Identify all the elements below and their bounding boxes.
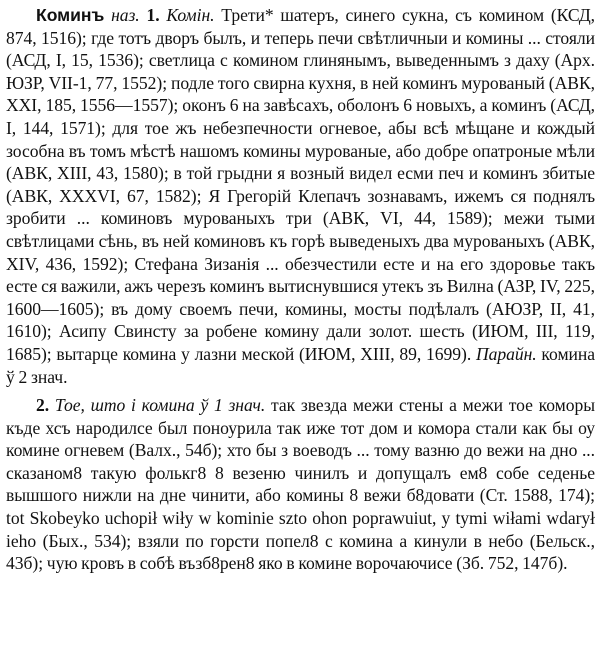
- sense-1-paragraph: [6, 4, 595, 388]
- sense-2-citations: так звезда межи стены а межи тое коморы къде хсъ народилсе был поноурила так иже тот дом и комора стали как бы оу комине огневем (Валх., 54б); хто бы з воеводъ ... тому вазню до вежи на дно ... сказаном8 такую фолькг8 8 везеню чинилъ и допущалъ ем8 собе седенье вышшого нижли на дне чинити, або комины 8 вежи б8довати (Ст. 1588, 174); tot Skobeyko uchopił wiły w kominie szto ohon poprawuiut, y tymi wiłami wdarył ieho (Бых., 534); взяли по горсти попел8 с комина а кинули в небо (Бельск., 43б); чую кровъ в собѣ възб8рен8 яко в комине ворочаючисе (Зб. 752, 147б).: [6, 395, 596, 574]
- sense-2-definition: Тое, што і комина ў 1 знач.: [54, 395, 266, 416]
- headword: Коминъ: [36, 5, 105, 25]
- synonym-text: комина ў 2 знач.: [6, 343, 596, 387]
- sense-2-paragraph: [6, 394, 595, 575]
- grammar-label: наз.: [111, 5, 140, 25]
- sense-1-number: 1.: [146, 5, 160, 25]
- sense-2-number: 2.: [36, 395, 50, 416]
- synonym-label: Парайн.: [475, 343, 537, 364]
- sense-1-definition: Комін.: [166, 5, 215, 25]
- sense-1-citations: Трети* шатеръ, синего сукна, съ комином (КСД, 874, 1516); где тотъ дворъ былъ, и теперь печи свѣтличныи и комины ... стояли (АСД, I, 15, 1536); светлица с комином глинянымъ, выведеннымъ з даху (Арх. ЮЗР, VII-1, 77, 1552); подле того свирна кухня, в ней коминъ мурованый (АВК, XXI, 185, 1556—1557); оконъ 6 на завѣсахъ, оболонъ 6 новыхъ, а коминъ (АСД, I, 144, 1571); для тое жъ небезпечности огневое, абы всѣ мѣщане и кождый зособна въ томъ мѣстѣ нашомъ комины мурованые, або добре опатроные мѣли (АВК, XIII, 43, 1580); в той грыдни я возный видел есми печ и коминъ збитые (АВК, XXXVI, 67, 1582); Я Грегорій Клепачъ зознавамъ, ижемъ ся поднялъ зробити ... коминовъ мурованыхъ три (АВК, VI, 44, 1589); межи тыми свѣтлицами сѣнь, въ ней коминовъ къ горѣ выведеныхъ два мурованыхъ (АВК, XIV, 436, 1592); Стефана Зизанія ... обезчестили есте и на его здоровье такъ есте ся важили, ажъ черезъ коминъ вытиснувшися утекъ зъ Вилна (АЗР, IV, 225, 1600—1605); въ дому своемъ печи, комины, мосты подѣлалъ (АЮЗР, II, 41, 1610); Асипу Свинсту за робене комину дали золот. шесть (ИЮМ, III, 119, 1685); вытарце комина у лазни меской (ИЮМ, XIII, 89, 1699).: [6, 5, 596, 364]
